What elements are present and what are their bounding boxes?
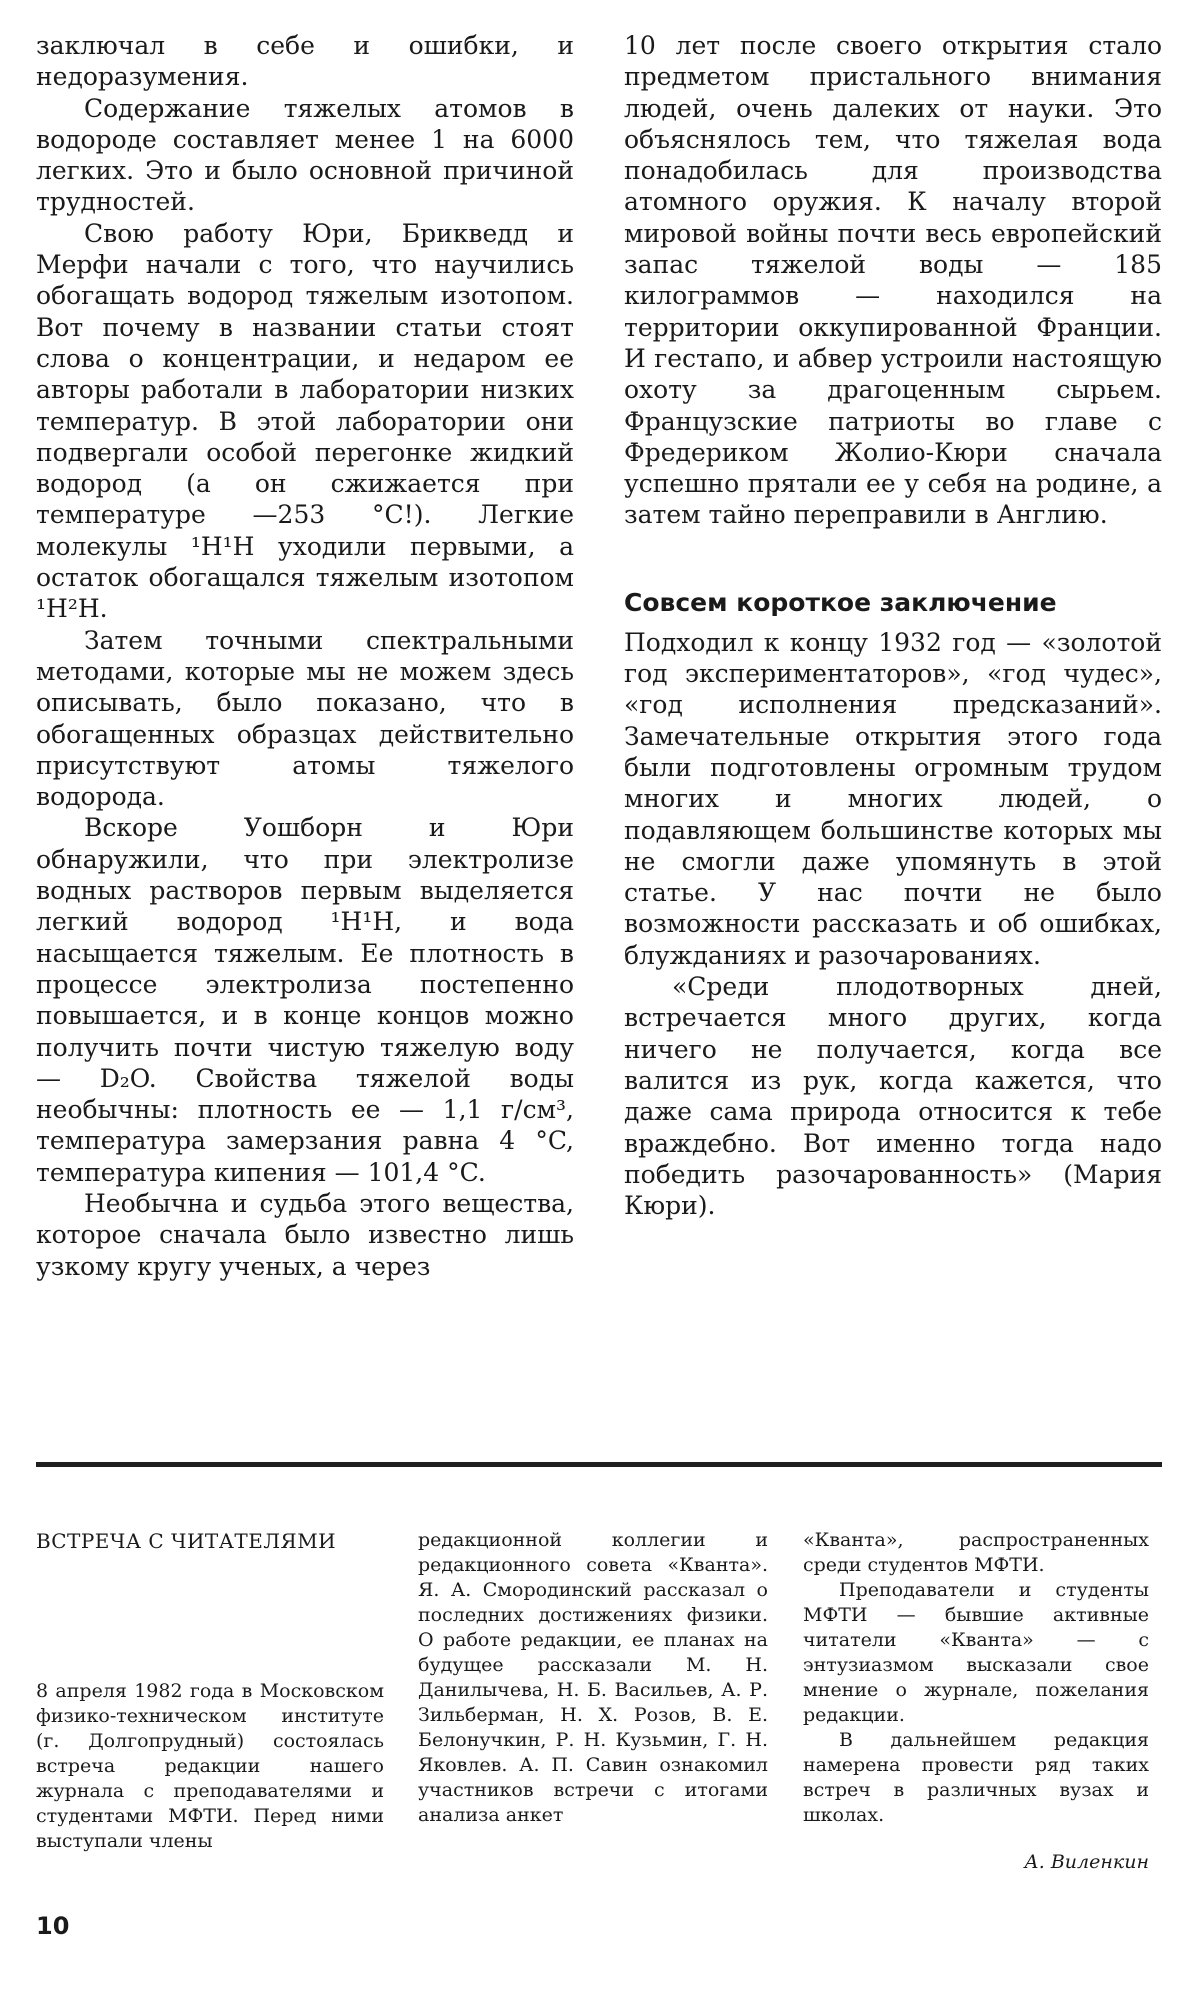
article-paragraph: Вскоре Уошборн и Юри обнаружили, что при электролизе водных растворов первым выделяется легкий водород ¹H¹H, и вода насыщается тяжелым. Ее плотность в процессе электролиза постепенно повышается, и в конце концов можно получить почти чистую тяжелую воду — D₂O. Свойства тяжелой воды необычны: плотность ее — 1,1 г/см³, температура замерзания равна 4 °C, температура кипения — 101,4 °C. bbox=[36, 813, 574, 1187]
note-column-3 bbox=[803, 1528, 1149, 1875]
note-paragraph: редакционной коллегии и редакционного совета «Кванта». Я. А. Смородинский рассказал о последних достижениях физики. О работе редакции, ее планах на будущее рассказали М. Н. Данилычева, Н. Б. Васильев, А. Р. Зильберман, Н. Х. Розов, В. Е. Белонучкин, Р. Н. Кузьмин, Г. Н. Яковлев. А. П. Савин ознакомил участников встречи с итогами анализа анкет bbox=[418, 1529, 768, 1826]
article-left-column bbox=[36, 30, 574, 1282]
note-paragraph: «Кванта», распространенных среди студентов МФТИ. bbox=[803, 1529, 1149, 1576]
article-right-column bbox=[624, 30, 1162, 1221]
note-column-1 bbox=[36, 1528, 384, 1854]
quote-paragraph: «Среди плодотворных дней, встречается много других, когда ничего не получается, когда все валится из рук, когда кажется, что даже сама природа относится к тебе враждебно. Вот именно тогда надо победить разочарованность» (Мария Кюри). bbox=[624, 972, 1162, 1221]
article-paragraph: Свою работу Юри, Брикведд и Мерфи начали с того, что научились обогащать водород тяжелым изотопом. Вот почему в названии статьи стоят слова о концентрации, и недаром ее авторы работали в лаборатории низких температур. В этой лаборатории они подвергали особой перегонке жидкий водород (а он сжижается при температуре —253 °C!). Легкие молекулы ¹H¹H уходили первыми, а остаток обогащался тяжелым изотопом ¹H²H. bbox=[36, 218, 574, 624]
article-paragraph: Подходил к концу 1932 год — «золотой год экспериментаторов», «год чудес», «год исполнения предсказаний». Замечательные открытия этого года были подготовлены огромным трудом многих и многих людей, о подавляющем большинстве которых мы не смогли даже упомянуть в этой статье. У нас почти не было возможности рассказать и об ошибках, блужданиях и разочарованиях. bbox=[624, 627, 1162, 970]
section-divider bbox=[36, 1462, 1162, 1467]
page-number: 10 bbox=[36, 1912, 70, 1940]
author-signature: А. Виленкин bbox=[1024, 1851, 1149, 1873]
note-paragraph: 8 апреля 1982 года в Московском физико-техническом институте (г. Долгопрудный) состоялась встреча редакции нашего журнала с преподавателями и студентами МФТИ. Перед ними выступали члены bbox=[36, 1680, 384, 1852]
note-paragraph: Преподаватели и студенты МФТИ — бывшие активные читатели «Кванта» — с энтузиазмом высказали свое мнение о журнале, пожелания редакции. bbox=[803, 1579, 1149, 1726]
article-paragraph: заключал в себе и ошибки, и недоразумения. bbox=[36, 31, 574, 92]
section-heading: Совсем короткое заключение bbox=[624, 587, 1057, 617]
note-column-2 bbox=[418, 1528, 768, 1828]
note-title: ВСТРЕЧА С ЧИТАТЕЛЯМИ bbox=[36, 1529, 337, 1553]
article-paragraph: 10 лет после своего открытия стало предметом пристального внимания людей, очень далеких от науки. Это объяснялось тем, что тяжелая вода понадобилась для производства атомного оружия. К началу второй мировой войны почти весь европейский запас тяжелой воды — 185 килограммов — находился на территории оккупированной Франции. И гестапо, и абвер устроили настоящую охоту за драгоценным сырьем. Французские патриоты во главе с Фредериком Жолио-Кюри сначала успешно прятали ее у себя на родине, а затем тайно переправили в Англию. bbox=[624, 31, 1162, 530]
article-paragraph: Затем точными спектральными методами, которые мы не можем здесь описывать, было показано, что в обогащенных образцах действительно присутствуют атомы тяжелого водорода. bbox=[36, 625, 574, 812]
note-paragraph: В дальнейшем редакция намерена провести ряд таких встреч в различных вузах и школах. bbox=[803, 1729, 1149, 1826]
article-paragraph: Необычна и судьба этого вещества, которое сначала было известно лишь узкому кругу ученых, а через bbox=[36, 1188, 574, 1281]
article-paragraph: Содержание тяжелых атомов в водороде составляет менее 1 на 6000 легких. Это и было основной причиной трудностей. bbox=[36, 93, 574, 217]
